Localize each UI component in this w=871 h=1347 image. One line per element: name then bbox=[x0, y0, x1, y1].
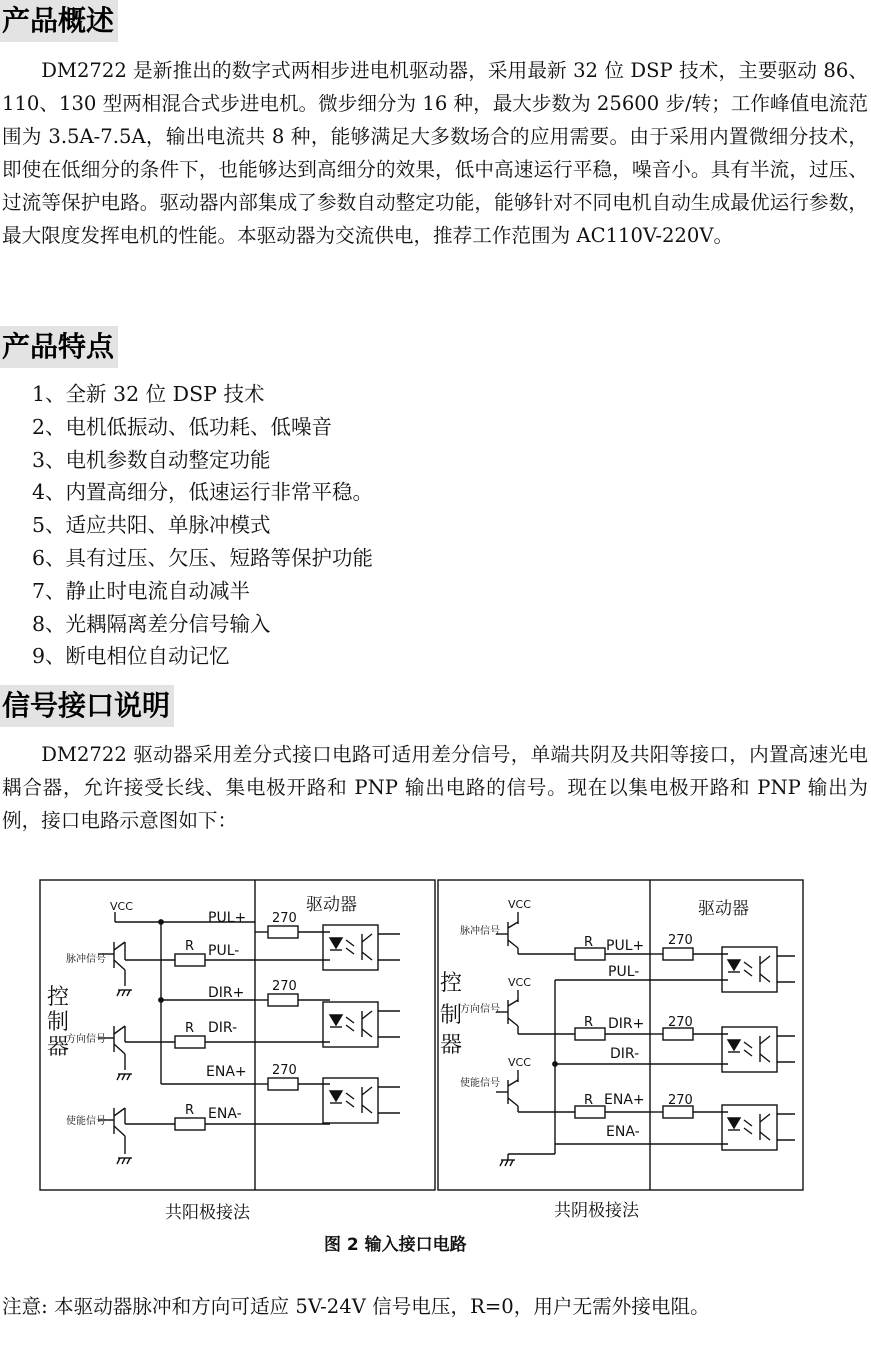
feature-item: 3、电机参数自动整定功能 bbox=[32, 447, 271, 472]
pin-label-pul-minus: PUL- bbox=[608, 964, 640, 980]
pnp-pulse bbox=[496, 912, 575, 954]
pin-label-dir-minus: DIR- bbox=[208, 1020, 238, 1036]
signal-label-direction: 方向信号 bbox=[460, 1004, 500, 1015]
optocoupler-right-pulse bbox=[650, 947, 795, 992]
vcc-label: VCC bbox=[508, 976, 531, 989]
pin-label-ena-plus: ENA+ bbox=[604, 1092, 645, 1108]
pin-label-dir-plus: DIR+ bbox=[608, 1016, 645, 1032]
controller-label-3: 器 bbox=[440, 1033, 463, 1058]
feature-item: 6、具有过压、欠压、短路等保护功能 bbox=[32, 545, 374, 570]
signal-label-direction: 方向信号 bbox=[66, 1034, 106, 1045]
series-resistor-label: R bbox=[584, 935, 594, 950]
driver-label-left: 驱动器 bbox=[306, 895, 357, 915]
feature-item: 8、光耦隔离差分信号输入 bbox=[32, 611, 271, 636]
features-title: 产品特点 bbox=[0, 326, 118, 368]
resistor-270-label: 270 bbox=[668, 1093, 693, 1108]
resistor-270-label: 270 bbox=[272, 1063, 297, 1078]
transistor-pulse bbox=[98, 942, 132, 996]
vcc-label: VCC bbox=[508, 898, 531, 911]
optocoupler-right-direction bbox=[650, 1027, 795, 1072]
series-resistor-label: R bbox=[584, 1015, 594, 1030]
left-caption: 共阳极接法 bbox=[165, 1203, 250, 1223]
feature-list bbox=[32, 378, 373, 673]
overview-title: 产品概述 bbox=[0, 0, 118, 42]
pnp-enable bbox=[496, 1070, 575, 1112]
feature-item: 2、电机低振动、低功耗、低噪音 bbox=[32, 414, 333, 439]
resistor-270-label: 270 bbox=[272, 911, 297, 926]
vcc-label: VCC bbox=[110, 900, 133, 913]
optocoupler-right-enable bbox=[650, 1105, 795, 1150]
optocoupler-enable bbox=[255, 1078, 400, 1124]
pnp-direction bbox=[496, 990, 575, 1034]
input-interface-circuit-diagram bbox=[30, 862, 830, 1262]
feature-item: 9、断电相位自动记忆 bbox=[32, 644, 230, 669]
controller-label-1: 控 bbox=[440, 971, 463, 996]
interface-title: 信号接口说明 bbox=[0, 685, 174, 727]
pin-label-ena-plus: ENA+ bbox=[206, 1064, 247, 1080]
pin-label-dir-plus: DIR+ bbox=[208, 985, 245, 1001]
signal-label-enable: 使能信号 bbox=[66, 1116, 106, 1127]
pin-label-ena-minus: ENA- bbox=[208, 1106, 242, 1122]
pin-label-ena-minus: ENA- bbox=[606, 1124, 640, 1140]
vcc-label: VCC bbox=[508, 1056, 531, 1069]
usage-note: 注意: 本驱动器脉冲和方向可适应 5V-24V 信号电压，R=0，用户无需外接电阻。 bbox=[2, 1295, 710, 1318]
feature-item: 7、静止时电流自动减半 bbox=[32, 578, 251, 603]
optocoupler-pulse bbox=[255, 925, 400, 970]
controller-label-2: 制 bbox=[47, 1010, 70, 1035]
pin-label-pul-plus: PUL+ bbox=[606, 938, 645, 954]
signal-label-pulse: 脉冲信号 bbox=[460, 926, 500, 937]
series-resistor-label: R bbox=[185, 939, 195, 954]
feature-item: 4、内置高细分，低速运行非常平稳。 bbox=[32, 480, 374, 505]
signal-label-enable: 使能信号 bbox=[460, 1078, 500, 1089]
controller-label-1: 控 bbox=[47, 985, 70, 1010]
feature-item: 5、适应共阳、单脉冲模式 bbox=[32, 513, 271, 538]
optocoupler-direction bbox=[255, 994, 400, 1047]
interface-paragraph: DM2722 驱动器采用差分式接口电路可适用差分信号，单端共阴及共阳等接口，内置高速光电耦合器，允许接受长线、集电极开路和 PNP 输出电路的信号。现在以集电极开路和 PNP 输出为例，接口电路示意图如下： bbox=[2, 743, 868, 832]
series-resistor-label: R bbox=[185, 1021, 195, 1036]
resistor-270-label: 270 bbox=[272, 979, 297, 994]
controller-label-2: 制 bbox=[440, 1003, 463, 1028]
pin-label-pul-minus: PUL- bbox=[208, 943, 240, 959]
resistor-270-label: 270 bbox=[668, 933, 693, 948]
pin-label-pul-plus: PUL+ bbox=[208, 910, 247, 926]
right-caption: 共阴极接法 bbox=[554, 1201, 639, 1221]
overview-paragraph: DM2722 是新推出的数字式两相步进电机驱动器，采用最新 32 位 DSP 技术，主要驱动 86、110、130 型两相混合式步进电机。微步细分为 16 种，最大步数为 25600 步/转；工作峰值电流范围为 3.5A-7.5A，输出电流共 8 种，能够满足大多数场合的应用需要。由于采用内置微细分技术，即使在低细分的条件下，也能够达到高细分的效果，低中高速运行平稳，噪音小。具有半流，过压、过流等保护电路。驱动器内部集成了参数自动整定功能，能够针对不同电机自动生成最优运行参数，最大限度发挥电机的性能。本驱动器为交流供电，推荐工作范围为 AC110V-220V。 bbox=[2, 59, 868, 247]
figure-caption: 图 2 输入接口电路 bbox=[324, 1235, 467, 1255]
resistor-270-label: 270 bbox=[668, 1015, 693, 1030]
feature-item: 1、全新 32 位 DSP 技术 bbox=[32, 382, 265, 406]
driver-label-right: 驱动器 bbox=[698, 899, 749, 919]
series-resistor-label: R bbox=[584, 1093, 594, 1108]
controller-label-3: 器 bbox=[47, 1035, 70, 1060]
series-resistor-label: R bbox=[185, 1103, 195, 1118]
signal-label-pulse: 脉冲信号 bbox=[66, 954, 106, 965]
pin-label-dir-minus: DIR- bbox=[610, 1046, 640, 1062]
